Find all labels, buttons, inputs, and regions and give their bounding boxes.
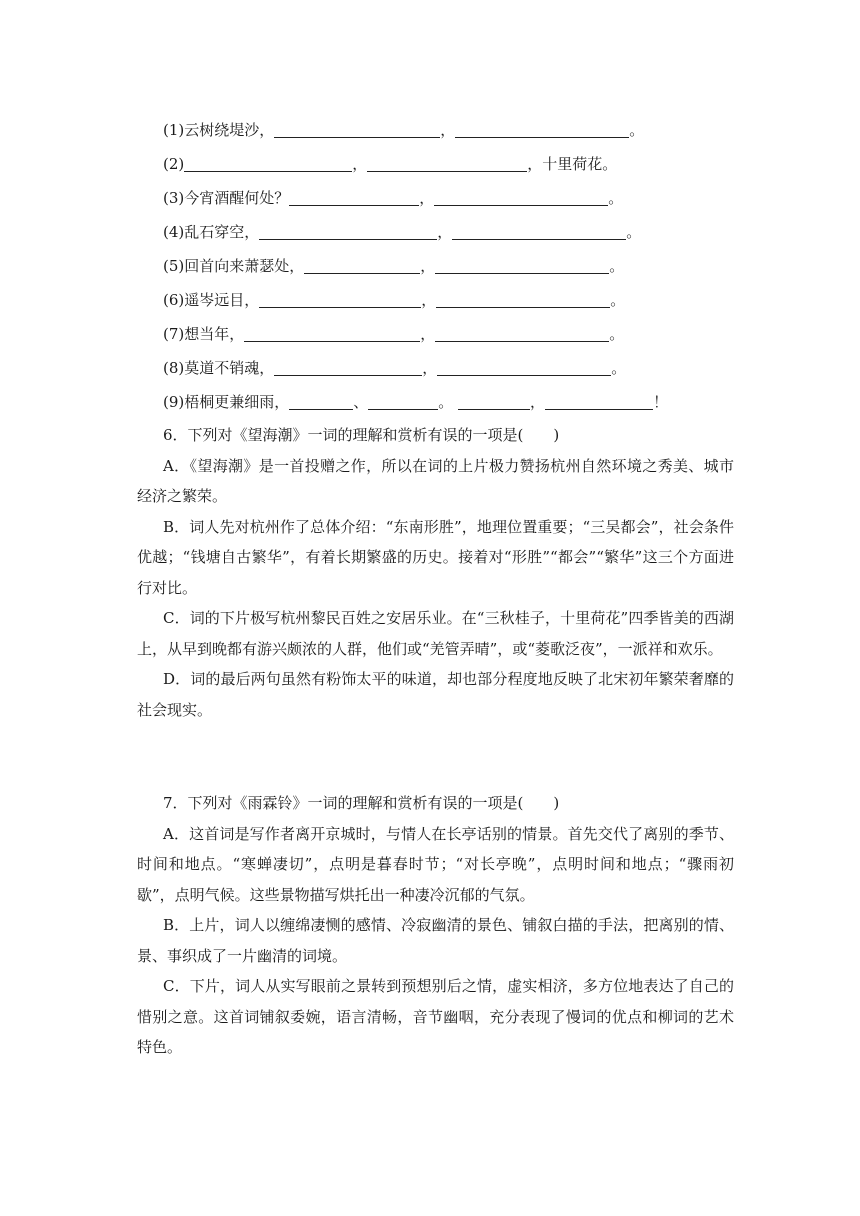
punctuation: 。 xyxy=(611,359,627,377)
answer-blank[interactable] xyxy=(244,321,420,342)
line-prompt: (9)梧桐更兼细雨， xyxy=(163,393,290,411)
answer-blank[interactable] xyxy=(259,219,437,240)
fill-line-2 xyxy=(163,147,763,181)
fill-line-9 xyxy=(163,385,763,419)
answer-blank[interactable] xyxy=(455,117,629,138)
punctuation: 。 xyxy=(608,189,624,207)
answer-blank[interactable] xyxy=(274,117,440,138)
punctuation: ， xyxy=(420,257,436,275)
line-prompt: (5)回首向来萧瑟处， xyxy=(163,257,305,275)
answer-blank[interactable] xyxy=(435,253,609,274)
punctuation: ， xyxy=(440,121,456,139)
line-prompt: (2) xyxy=(163,155,185,173)
option-b[interactable]: B．词人先对杭州作了总体介绍：“东南形胜”，地理位置重要；“三吴都会”，社会条件优越；“钱塘自古繁华”，有着长期繁盛的历史。接着对“形胜”“都会”“繁华”这三个方面进行对比。 xyxy=(137,517,734,597)
answer-blank[interactable] xyxy=(304,253,420,274)
punctuation: 。 xyxy=(609,325,625,343)
punctuation: ， xyxy=(422,359,438,377)
answer-blank[interactable] xyxy=(184,151,352,172)
option-d[interactable]: D．词的最后两句虽然有粉饰太平的味道，却也部分程度地反映了北宋初年繁荣奢靡的社会现实。 xyxy=(137,670,734,719)
punctuation: ， xyxy=(419,189,435,207)
answer-blank[interactable] xyxy=(289,185,419,206)
punctuation: ， xyxy=(421,291,437,309)
answer-blank[interactable] xyxy=(368,389,438,410)
fill-line-7 xyxy=(163,317,763,351)
punctuation: 。 xyxy=(610,291,626,309)
answer-blank[interactable] xyxy=(436,287,610,308)
question-stem: 7．下列对《雨霖铃》一词的理解和赏析有误的一项是( ) xyxy=(163,794,560,812)
option-c[interactable]: C．词的下片极写杭州黎民百姓之安居乐业。在“三秋桂子，十里荷花”四季皆美的西湖上，从早到晚都有游兴颇浓的人群，他们或“羌管弄晴”，或“菱歌泛夜”，一派祥和欢乐。 xyxy=(137,609,734,658)
line-prompt: (4)乱石穿空， xyxy=(163,223,260,241)
answer-blank[interactable] xyxy=(435,321,609,342)
punctuation: 。 xyxy=(629,121,645,139)
answer-blank[interactable] xyxy=(452,219,626,240)
punctuation: 。 xyxy=(438,393,459,411)
question-stem: 6．下列对《望海潮》一词的理解和赏析有误的一项是( ) xyxy=(163,426,560,444)
punctuation: ！ xyxy=(653,393,669,411)
answer-blank[interactable] xyxy=(259,287,421,308)
option-a[interactable]: A．这首词是写作者离开京城时，与情人在长亭话别的情景。首先交代了离别的季节、时间和地点。“寒蝉凄切”，点明是暮春时节；“对长亭晚”，点明时间和地点；“骤雨初歇”，点明气候。这些景物描写烘托出一种凄冷沉郁的气氛。 xyxy=(137,824,734,904)
option-c[interactable]: C．下片，词人从实写眼前之景转到预想别后之情，虚实相济，多方位地表达了自己的惜别之意。这首词铺叙委婉，语言清畅，音节幽咽，充分表现了慢词的优点和柳词的艺术特色。 xyxy=(137,977,734,1056)
punctuation: ， xyxy=(530,393,546,411)
question-6 xyxy=(137,420,734,725)
line-prompt: (1)云树绕堤沙， xyxy=(163,121,275,139)
punctuation: ， xyxy=(437,223,453,241)
fill-line-5 xyxy=(163,249,763,283)
fill-in-blank-section xyxy=(163,113,763,419)
answer-blank[interactable] xyxy=(289,389,353,410)
line-prompt: (8)莫道不销魂， xyxy=(163,359,275,377)
answer-blank[interactable] xyxy=(274,355,422,376)
punctuation: 。 xyxy=(626,223,642,241)
line-prompt: (6)遥岑远目， xyxy=(163,291,260,309)
fill-line-1 xyxy=(163,113,763,147)
answer-blank[interactable] xyxy=(545,389,653,410)
fill-line-4 xyxy=(163,215,763,249)
answer-blank[interactable] xyxy=(458,389,530,410)
answer-blank[interactable] xyxy=(437,355,611,376)
line-suffix: 十里荷花。 xyxy=(542,155,618,173)
answer-blank[interactable] xyxy=(434,185,608,206)
fill-line-8 xyxy=(163,351,763,385)
punctuation: ， xyxy=(352,155,368,173)
fill-line-6 xyxy=(163,283,763,317)
punctuation: 。 xyxy=(609,257,625,275)
option-a[interactable]: A．《望海潮》是一首投赠之作，所以在词的上片极力赞扬杭州自然环境之秀美、城市经济之繁荣。 xyxy=(137,456,734,505)
punctuation: 、 xyxy=(353,393,369,411)
line-prompt: (7)想当年， xyxy=(163,325,245,343)
punctuation: ， xyxy=(420,325,436,343)
answer-blank[interactable] xyxy=(367,151,527,172)
option-b[interactable]: B．上片，词人以缠绵凄恻的感情、冷寂幽清的景色、铺叙白描的手法，把离别的情、景、事织成了一片幽清的词境。 xyxy=(137,916,734,965)
fill-line-3 xyxy=(163,181,763,215)
punctuation: ， xyxy=(527,155,543,173)
line-prompt: (3)今宵酒醒何处？ xyxy=(163,189,290,207)
question-7 xyxy=(137,788,734,1063)
